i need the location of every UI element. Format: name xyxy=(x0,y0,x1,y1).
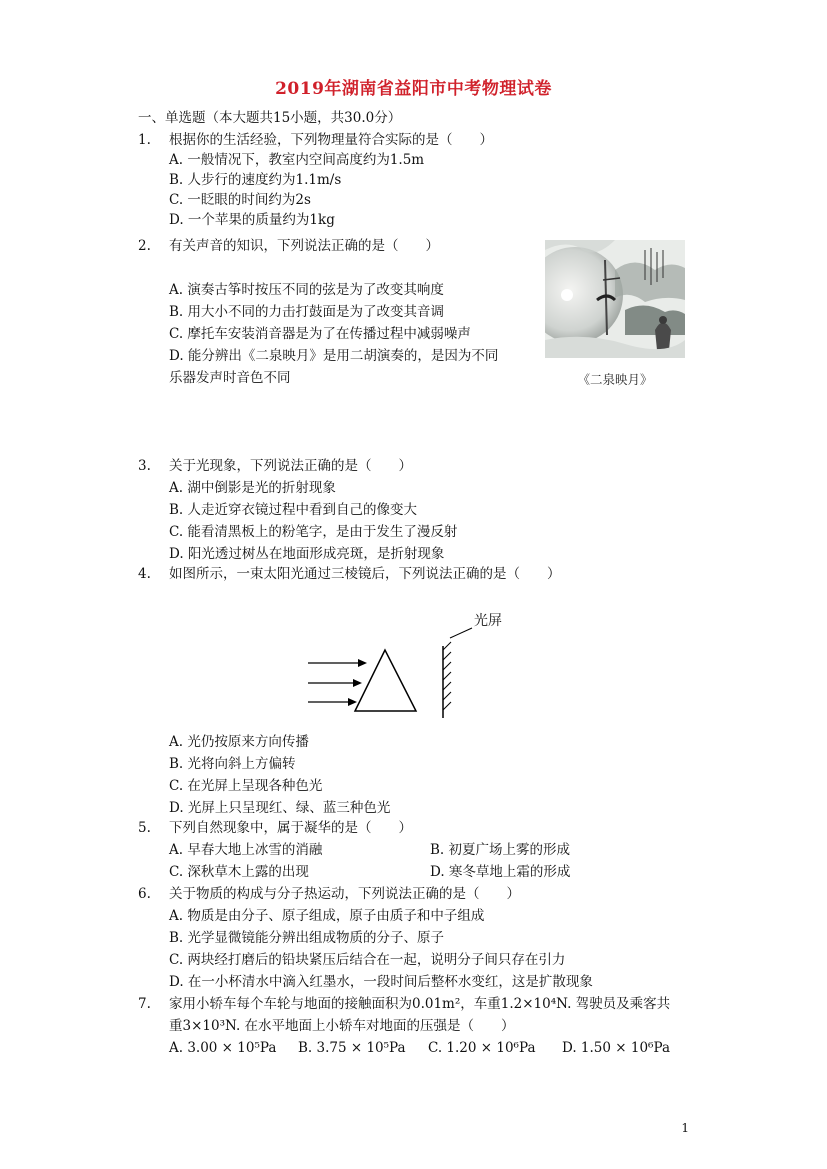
option: B. 3.75 × 10⁵Pa xyxy=(298,1040,406,1056)
question-number: 5. xyxy=(138,820,151,836)
question-6 xyxy=(138,884,593,992)
figure-caption: 《二泉映月》 xyxy=(577,372,653,387)
option: C. 摩托车安装消音器是为了在传播过程中减弱噪声 xyxy=(169,326,471,342)
option: A. 早春大地上冰雪的消融 xyxy=(169,842,323,858)
option: A. 湖中倒影是光的折射现象 xyxy=(169,480,336,496)
question-1 xyxy=(138,130,493,230)
option: A. 3.00 × 10⁵Pa xyxy=(169,1040,277,1056)
option: D. 光屏上只呈现红、绿、蓝三种色光 xyxy=(169,800,391,816)
section-heading: 一、单选题（本大题共15小题，共30.0分） xyxy=(138,110,402,126)
option: C. 深秋草木上露的出现 xyxy=(169,864,309,880)
option: B. 光将向斜上方偏转 xyxy=(169,756,296,772)
option: C. 在光屏上呈现各种色光 xyxy=(169,778,323,794)
option: A. 演奏古筝时按压不同的弦是为了改变其响度 xyxy=(169,282,444,298)
question-number: 4. xyxy=(138,566,151,582)
question-stem: 下列自然现象中，属于凝华的是（ ） xyxy=(169,820,412,836)
question-2 xyxy=(138,236,439,256)
question-number: 2. xyxy=(138,238,151,254)
question-number: 1. xyxy=(138,132,151,148)
question-5 xyxy=(138,818,412,838)
question-number: 6. xyxy=(138,886,151,902)
question-stem: 如图所示，一束太阳光通过三棱镜后，下列说法正确的是（ ） xyxy=(169,566,561,582)
option: A. 光仍按原来方向传播 xyxy=(169,734,309,750)
question-number: 7. xyxy=(138,996,151,1012)
option: C. 一眨眼的时间约为2s xyxy=(169,192,311,208)
option: C. 1.20 × 10⁶Pa xyxy=(428,1040,536,1056)
option: B. 初夏广场上雾的形成 xyxy=(430,842,571,858)
screen-label: 光屏 xyxy=(474,613,502,629)
question-7 xyxy=(138,994,671,1036)
option: A. 一般情况下，教室内空间高度约为1.5m xyxy=(169,152,425,168)
option: D. 一个苹果的质量约为1kg xyxy=(169,212,335,228)
question-stem: 根据你的生活经验，下列物理量符合实际的是（ ） xyxy=(169,132,493,148)
page-number: 1 xyxy=(681,1121,689,1135)
q4-options xyxy=(169,732,390,818)
question-stem: 关于物质的构成与分子热运动，下列说法正确的是（ ） xyxy=(169,886,520,902)
option: C. 能看清黑板上的粉笔字，是由于发生了漫反射 xyxy=(169,524,458,540)
option: D. 寒冬草地上霜的形成 xyxy=(430,864,571,880)
option: A. 物质是由分子、原子组成，原子由质子和中子组成 xyxy=(169,908,485,924)
question-stem: 关于光现象，下列说法正确的是（ ） xyxy=(169,458,412,474)
option: D. 在一小杯清水中滴入红墨水，一段时间后整杯水变红，这是扩散现象 xyxy=(169,974,593,990)
erquan-yingyue-image xyxy=(545,240,685,358)
question-stem: 家用小轿车每个车轮与地面的接触面积为0.01m²，车重1.2×10⁴N. 驾驶员及乘客共 xyxy=(169,996,671,1012)
option: D. 1.50 × 10⁶Pa xyxy=(562,1040,670,1056)
option-continuation: 乐器发声时音色不同 xyxy=(169,370,291,386)
prism-figure xyxy=(300,608,522,726)
question-3 xyxy=(138,456,457,564)
question-4 xyxy=(138,564,561,584)
option: B. 人步行的速度约为1.1m/s xyxy=(169,172,342,188)
option: D. 阳光透过树丛在地面形成亮斑，是折射现象 xyxy=(169,546,445,562)
option: B. 光学显微镜能分辨出组成物质的分子、原子 xyxy=(169,930,445,946)
question-stem: 有关声音的知识，下列说法正确的是（ ） xyxy=(169,238,439,254)
question-number: 3. xyxy=(138,458,151,474)
option: B. 用大小不同的力击打鼓面是为了改变其音调 xyxy=(169,304,445,320)
option: C. 两块经打磨后的铅块紧压后结合在一起，说明分子间只存在引力 xyxy=(169,952,566,968)
question-stem-continued: 重3×10³N. 在水平地面上小轿车对地面的压强是（ ） xyxy=(169,1018,515,1034)
option: D. 能分辨出《二泉映月》是用二胡演奏的，是因为不同 xyxy=(169,348,499,364)
option: B. 人走近穿衣镜过程中看到自己的像变大 xyxy=(169,502,418,518)
page-title: 2019年湖南省益阳市中考物理试卷 xyxy=(275,79,552,99)
erquan-yingyue-figure xyxy=(545,240,685,385)
